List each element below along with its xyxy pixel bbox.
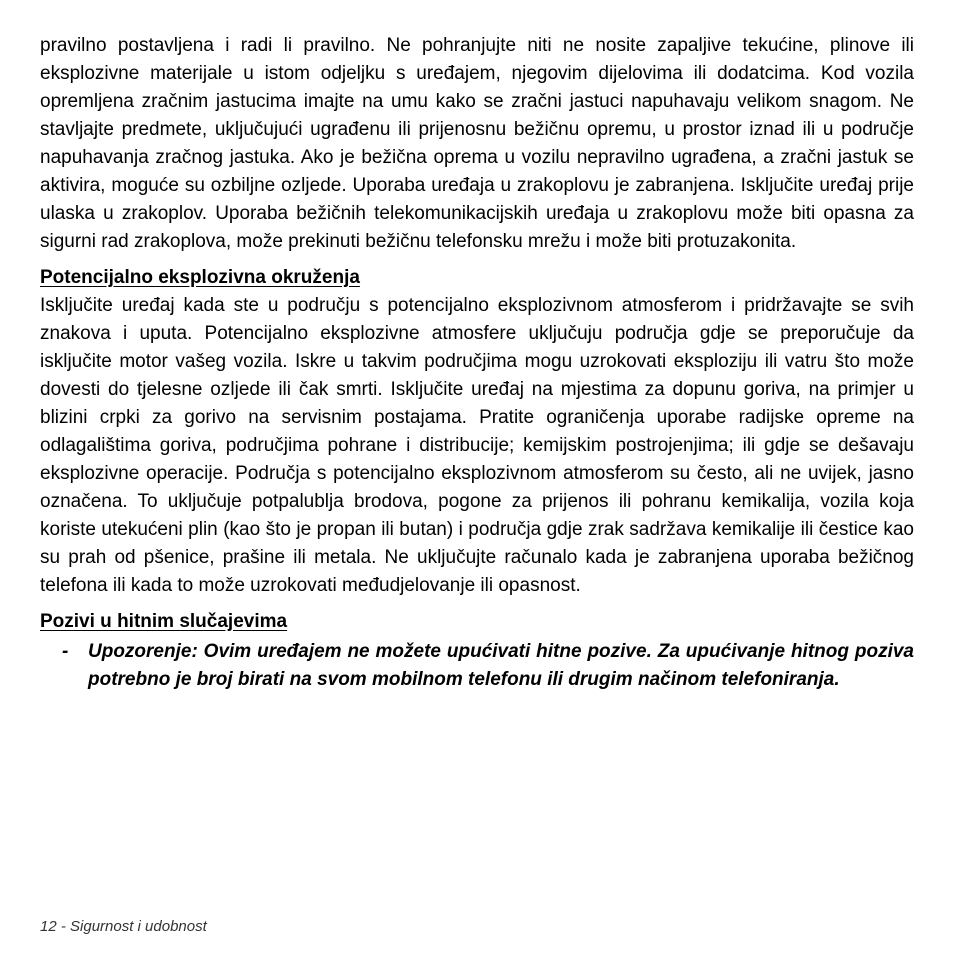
document-page [40,32,914,694]
emergency-warning-text: Upozorenje: Ovim uređajem ne možete upućivati hitne pozive. Za upućivanje hitnog poziva potrebno je broj birati na svom mobilnom telefonu ili drugim načinom telefoniranja. [88,641,914,690]
section-heading-emergency-calls: Pozivi u hitnim slučajevima [40,611,288,632]
explosive-environments-paragraph: Isključite uređaj kada ste u području s potencijalno eksplozivnom atmosferom i pridržavajte se svih znakova i uputa. Potencijalno eksplozivne atmosfere uključuju područja gdje se preporučuje da isključite motor vašeg vozila. Iskre u takvim područjima mogu uzrokovati eksploziju ili vatru što može dovesti do tjelesne ozljede ili čak smrti. Isključite uređaj na mjestima za dopunu goriva, na primjer u blizini crpki za gorivo na servisnim postajama. Pratite ograničenja uporabe radijske opreme na odlagalištima goriva, područjima pohrane i distribucije; kemijskim postrojenjima; ili gdje se dešavaju eksplozivne operacije. Područja s potencijalno eksplozivnom atmosferom su često, ali ne uvijek, jasno označena. To uključuje potpalublja brodova, pogone za prijenos ili pohranu kemikalija, vozila koja koriste utekućeni plin (kao što je propan ili butan) i područja gdje zrak sadržava kemikalije ili čestice kao su prah od pšenice, prašine ili metala. Ne uključujte računalo kada je zabranjena uporaba bežičnog telefona ili kada to može uzrokovati međudjelovanje ili opasnost. [40,295,914,596]
warning-list-item [40,638,914,694]
section-heading-explosive-environments: Potencijalno eksplozivna okruženja [40,267,360,288]
intro-paragraph: pravilno postavljena i radi li pravilno. Ne pohranjujte niti ne nosite zapaljive tekućine, plinove ili eksplozivne materijale u istom odjeljku s uređajem, njegovim dijelovima ili dodatcima. Kod vozila opremljena zračnim jastucima imajte na umu kako se zračni jastuci napuhavaju velikom snagom. Ne stavljajte predmete, uključujući ugrađenu ili prijenosnu bežičnu opremu, u prostor iznad ili u područje napuhavanja zračnog jastuka. Ako je bežična oprema u vozilu nepravilno ugrađena, a zračni jastuk se aktivira, moguće su ozbiljne ozljede. Uporaba uređaja u zrakoplovu je zabranjena. Isključite uređaj prije ulaska u zrakoplov. Uporaba bežičnih telekomunikacijskih uređaja u zrakoplovu može biti opasna za sigurni rad zrakoplova, može prekinuti bežičnu telefonsku mrežu i može biti protuzakonita. [40,35,914,252]
page-footer: 12 - Sigurnost i udobnost [40,918,207,935]
warning-bullet: - [62,641,69,662]
